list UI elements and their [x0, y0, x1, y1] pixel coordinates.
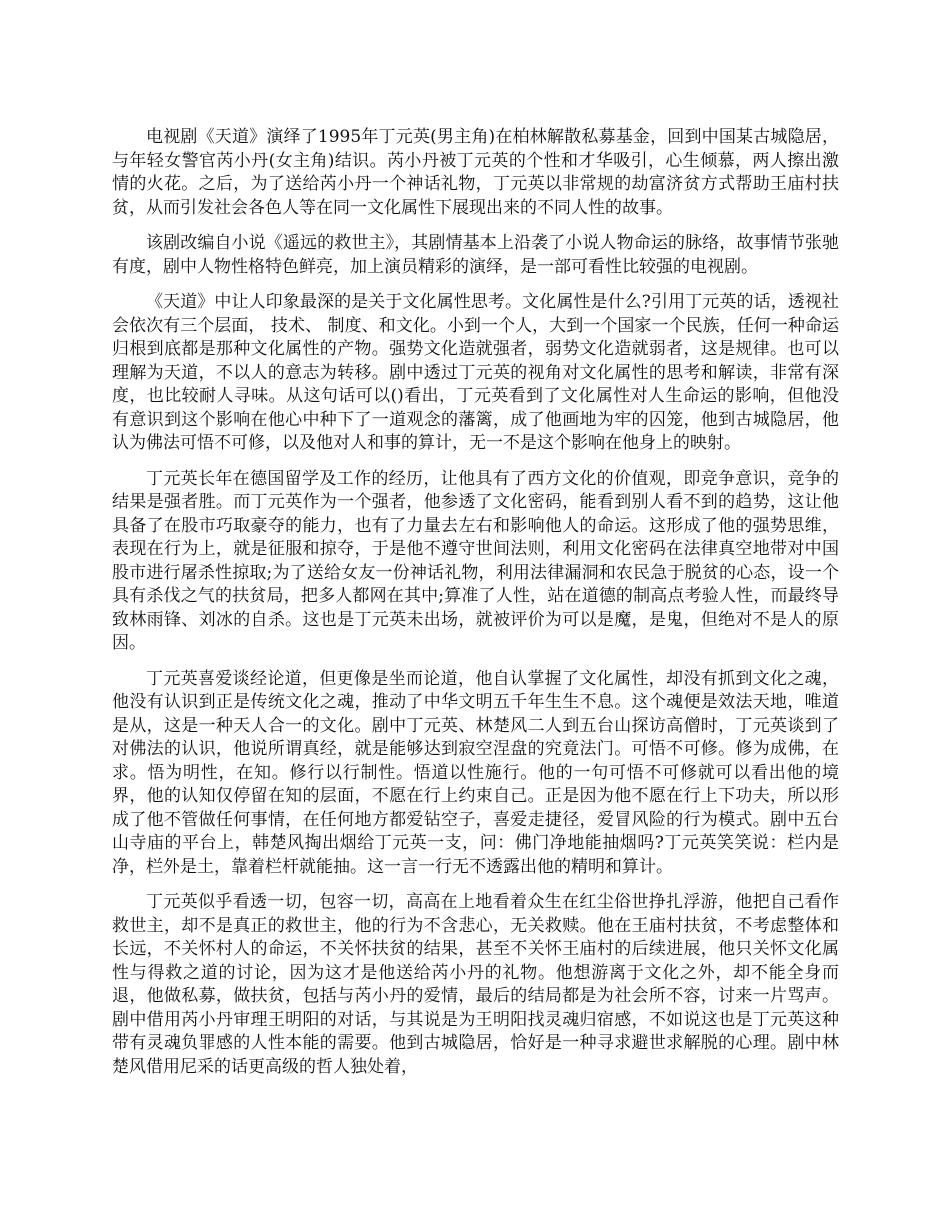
paragraph-1: 电视剧《天道》演绎了1995年丁元英(男主角)在柏林解散私募基金，回到中国某古城隐居，与年轻女警官芮小丹(女主角)结识。芮小丹被丁元英的个性和才华吸引，心生倾慕，两人擦出激情的火花。之后，为了送给芮小丹一个神话礼物，丁元英以非常规的劫富济贫方式帮助王庙村扶贫，从而引发社会各色人等在同一文化属性下展现出来的不同人性的故事。 — [112, 127, 839, 218]
document-page — [112, 126, 839, 1091]
paragraph-5: 丁元英喜爱谈经论道，但更像是坐而论道，他自认掌握了文化属性，却没有抓到文化之魂，他没有认识到正是传统文化之魂，推动了中华文明五千年生生不息。这个魂便是效法天地，唯道是从，这是一种天人合一的文化。剧中丁元英、林楚风二人到五台山探访高僧时，丁元英谈到了对佛法的认识，他说所谓真经，就是能够达到寂空涅盘的究竟法门。可悟不可修。修为成佛，在求。悟为明性，在知。修行以行制性。悟道以性施行。他的一句可悟不可修就可以看出他的境界，他的认知仅停留在知的层面，不愿在行上约束自己。正是因为他不愿在行上下功夫，所以形成了他不管做任何事情，在任何地方都爱钻空子，喜爱走捷径，爱冒风险的行为模式。剧中五台山寺庙的平台上，韩楚风掏出烟给丁元英一支，问：佛门净地能抽烟吗?丁元英笑笑说：栏内是净，栏外是土，靠着栏杆就能抽。这一言一行无不透露出他的精明和算计。 — [112, 668, 839, 877]
paragraph-6: 丁元英似乎看透一切，包容一切，高高在上地看着众生在红尘俗世挣扎浮游，他把自己看作救世主，却不是真正的救世主，他的行为不含悲心，无关救赎。他在王庙村扶贫，不考虑整体和长远，不关怀村人的命运，不关怀扶贫的结果，甚至不关怀王庙村的后续进展，他只关怀文化属性与得救之道的讨论，因为这才是他送给芮小丹的礼物。他想游离于文化之外，却不能全身而退，他做私募，做扶贫，包括与芮小丹的爱情，最后的结局都是为社会所不容，讨来一片骂声。剧中借用芮小丹审理王明阳的对话，与其说是为王明阳找灵魂归宿感，不如说这也是丁元英这种带有灵魂负罪感的人性本能的需要。他到古城隐居，恰好是一种寻求避世求解脱的心理。剧中林楚风借用尼采的话更高级的哲人独处着， — [112, 892, 839, 1077]
paragraph-2: 该剧改编自小说《遥远的救世主》，其剧情基本上沿袭了小说人物命运的脉络，故事情节张驰有度，剧中人物性格特色鲜亮，加上演员精彩的演绎，是一部可看性比较强的电视剧。 — [112, 233, 839, 277]
paragraph-3: 《天道》中让人印象最深的是关于文化属性思考。文化属性是什么?引用丁元英的话，透视社会依次有三个层面， 技术、 制度、和文化。小到一个人，大到一个国家一个民族，任何一种命运归根到底都是那种文化属性的产物。强势文化造就强者，弱势文化造就弱者，这是规律。也可以理解为天道，不以人的意志为转移。剧中透过丁元英的视角对文化属性的思考和解读，非常有深度，也比较耐人寻味。从这句话可以()看出，丁元英看到了文化属性对人生命运的影响，但他没有意识到这个影响在他心中种下了一道观念的藩篱，成了他画地为牢的囚笼，他到古城隐居，他认为佛法可悟不可修，以及他对人和事的算计，无一不是这个影响在他身上的映射。 — [112, 292, 839, 453]
paragraph-4: 丁元英长年在德国留学及工作的经历，让他具有了西方文化的价值观，即竞争意识，竞争的结果是强者胜。而丁元英作为一个强者，他参透了文化密码，能看到别人看不到的趋势，这让他具备了在股市巧取豪夺的能力，也有了力量去左右和影响他人的命运。这形成了他的强势思维，表现在行为上，就是征服和掠夺，于是他不遵守世间法则，利用文化密码在法律真空地带对中国股市进行屠杀性掠取;为了送给女友一份神话礼物，利用法律漏洞和农民急于脱贫的心态，设一个具有杀伐之气的扶贫局，把多人都网在其中;算准了人性，站在道德的制高点考验人性，而最终导致林雨锋、刘冰的自杀。这也是丁元英未出场，就被评价为可以是魔，是鬼，但绝对不是人的原因。 — [112, 468, 839, 653]
